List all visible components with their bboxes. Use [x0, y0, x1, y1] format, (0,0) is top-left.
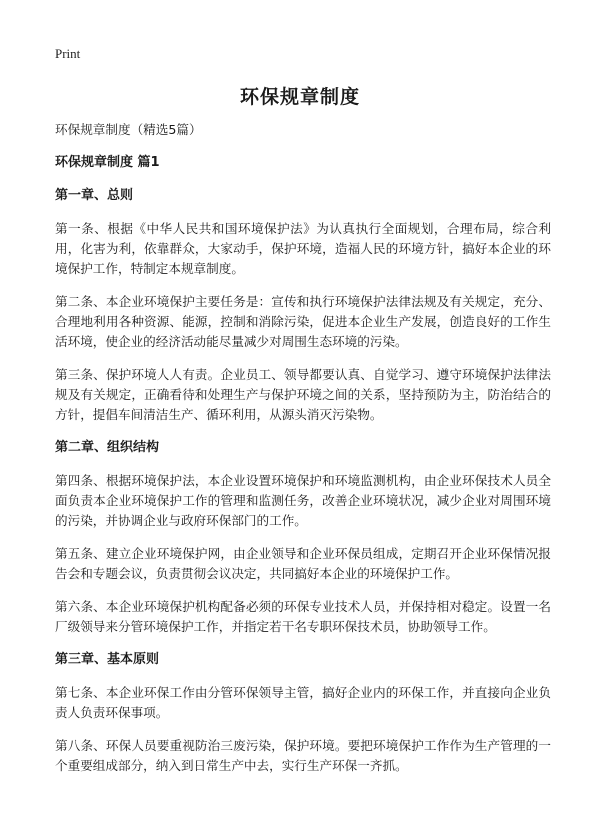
document-subtitle: 环保规章制度（精选5篇） — [55, 122, 202, 137]
article-heading: 环保规章制度 篇1 — [55, 155, 160, 170]
paragraph: 第三条、保护环境人人有责。企业员工、领导都要认真、自觉学习、遵守环境保护法律法规及有关规定，正确看待和处理生产与保护环境之间的关系，坚持预防为主，防治结合的方针，提倡车间清洁生产、循环利用，从源头消灭污染物。 — [55, 367, 551, 422]
paragraph: 第七条、本企业环保工作由分管环保领导主管，搞好企业内的环保工作，并直接向企业负责人负责环保事项。 — [55, 685, 551, 720]
print-link[interactable]: Print — [55, 46, 81, 61]
paragraph: 第五条、建立企业环境保护网，由企业领导和企业环保员组成，定期召开企业环保情况报告会和专题会议，负责贯彻会议决定，共同搞好本企业的环境保护工作。 — [55, 546, 551, 581]
paragraph: 第四条、根据环境保护法，本企业设置环境保护和环境监测机构，由企业环保技术人员全面负责本企业环境保护工作的管理和监测任务，改善企业环境状况，减少企业对周围环境的污染，并协调企业与政府环保部门的工作。 — [55, 473, 551, 528]
paragraph: 第六条、本企业环境保护机构配备必须的环保专业技术人员，并保持相对稳定。设置一名厂级领导来分管环境保护工作，并指定若干名专职环保技术员，协助领导工作。 — [55, 599, 551, 634]
document-body — [55, 120, 551, 789]
paragraph: 第一条、根据《中华人民共和国环境保护法》为认真执行全面规划，合理布局，综合利用，化害为利，依靠群众，大家动手，保护环境，造福人民的环境方针，搞好本企业的环境保护工作，特制定本规章制度。 — [55, 221, 551, 276]
chapter-heading: 第一章、总则 — [55, 188, 134, 203]
page-title: 环保规章制度 — [239, 86, 360, 108]
paragraph: 第八条、环保人员要重视防治三废污染，保护环境。要把环境保护工作作为生产管理的一个重要组成部分，纳入到日常生产中去，实行生产环保一齐抓。 — [55, 738, 551, 773]
chapter-heading: 第三章、基本原则 — [55, 652, 160, 667]
paragraph: 第二条、本企业环境保护主要任务是：宣传和执行环境保护法律法规及有关规定，充分、合理地利用各种资源、能源，控制和消除污染，促进本企业生产发展，创造良好的工作生活环境，使企业的经济活动能尽量减少对周围生态环境的污染。 — [55, 294, 551, 349]
chapter-heading: 第二章、组织结构 — [55, 440, 160, 455]
